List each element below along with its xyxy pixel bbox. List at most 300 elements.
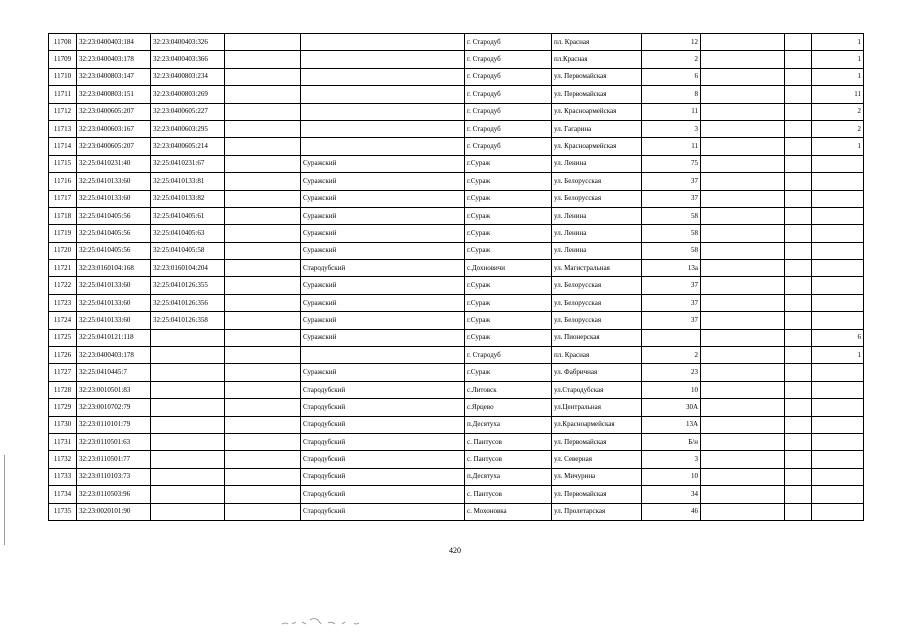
district-cell: Стародубский <box>301 399 465 416</box>
row-number-cell: 11724 <box>49 312 77 329</box>
district-cell: Стародубский <box>301 260 465 277</box>
settlement-cell: г.Сураж <box>465 173 552 190</box>
blank-cell <box>225 138 301 155</box>
district-cell: Стародубский <box>301 381 465 398</box>
street-cell: ул. Белорусская <box>552 190 642 207</box>
row-number-cell: 11711 <box>49 86 77 103</box>
settlement-cell: г. Стародуб <box>465 347 552 364</box>
house-number-cell: 30А <box>642 399 701 416</box>
blank-cell <box>225 416 301 433</box>
count-cell <box>812 381 864 398</box>
blank-cell-3 <box>785 347 812 364</box>
district-cell: Стародубский <box>301 433 465 450</box>
house-number-cell: Б/н <box>642 433 701 450</box>
blank-cell <box>225 86 301 103</box>
blank-cell <box>225 155 301 172</box>
count-cell: 2 <box>812 120 864 137</box>
cadastral-number-cell: 32:23:0400803:269 <box>151 86 225 103</box>
district-cell: Суражский <box>301 312 465 329</box>
parent-cadastral-cell: 32:25:0410133:60 <box>77 312 151 329</box>
table-row <box>49 207 864 224</box>
settlement-cell: г.Сураж <box>465 225 552 242</box>
parent-cadastral-cell: 32:23:0400605:207 <box>77 103 151 120</box>
cadastral-number-cell <box>151 433 225 450</box>
house-number-cell: 46 <box>642 503 701 520</box>
cadastral-number-cell <box>151 381 225 398</box>
row-number-cell: 11725 <box>49 329 77 346</box>
cadastral-number-cell: 32:25:0410405:63 <box>151 225 225 242</box>
district-cell: Суражский <box>301 173 465 190</box>
blank-cell <box>225 503 301 520</box>
district-cell <box>301 120 465 137</box>
cadastral-number-cell: 32:23:0400605:227 <box>151 103 225 120</box>
blank-cell-2 <box>701 347 785 364</box>
count-cell: 11 <box>812 86 864 103</box>
cadastral-number-cell: 32:25:0410126:355 <box>151 277 225 294</box>
count-cell <box>812 486 864 503</box>
settlement-cell: с.Литовск <box>465 381 552 398</box>
blank-cell-3 <box>785 155 812 172</box>
count-cell <box>812 503 864 520</box>
table-row <box>49 433 864 450</box>
house-number-cell: 13а <box>642 260 701 277</box>
count-cell <box>812 294 864 311</box>
street-cell: ул. Белорусская <box>552 312 642 329</box>
street-cell: ул.Красноармейская <box>552 416 642 433</box>
row-number-cell: 11713 <box>49 120 77 137</box>
parent-cadastral-cell: 32:23:0400803:147 <box>77 68 151 85</box>
row-number-cell: 11735 <box>49 503 77 520</box>
settlement-cell: с. Пантусов <box>465 451 552 468</box>
cadastral-number-cell: 32:23:0400403:366 <box>151 51 225 68</box>
settlement-cell: г. Стародуб <box>465 103 552 120</box>
settlement-cell: г. Стародуб <box>465 120 552 137</box>
row-number-cell: 11715 <box>49 155 77 172</box>
street-cell: ул. Красноармейская <box>552 138 642 155</box>
district-cell <box>301 68 465 85</box>
house-number-cell: 23 <box>642 364 701 381</box>
blank-cell <box>225 173 301 190</box>
district-cell: Стародубский <box>301 416 465 433</box>
blank-cell-2 <box>701 260 785 277</box>
cadastral-number-cell: 32:23:0400403:326 <box>151 34 225 51</box>
district-cell: Стародубский <box>301 451 465 468</box>
street-cell: ул. Северная <box>552 451 642 468</box>
count-cell <box>812 416 864 433</box>
settlement-cell: г.Сураж <box>465 294 552 311</box>
cadastral-number-cell <box>151 468 225 485</box>
settlement-cell: п.Десятуха <box>465 416 552 433</box>
blank-cell-3 <box>785 416 812 433</box>
street-cell: ул. Пионерская <box>552 329 642 346</box>
table-row <box>49 347 864 364</box>
row-number-cell: 11732 <box>49 451 77 468</box>
table-row <box>49 468 864 485</box>
blank-cell-3 <box>785 86 812 103</box>
parent-cadastral-cell: 32:23:0110501:77 <box>77 451 151 468</box>
row-number-cell: 11723 <box>49 294 77 311</box>
district-cell: Суражский <box>301 329 465 346</box>
blank-cell-3 <box>785 503 812 520</box>
blank-cell <box>225 225 301 242</box>
row-number-cell: 11726 <box>49 347 77 364</box>
row-number-cell: 11727 <box>49 364 77 381</box>
parent-cadastral-cell: 32:23:0010501:83 <box>77 381 151 398</box>
scan-edge-line <box>4 455 5 545</box>
cadastral-number-cell: 32:25:0410133:81 <box>151 173 225 190</box>
parent-cadastral-cell: 32:25:0410133:60 <box>77 277 151 294</box>
table-row <box>49 486 864 503</box>
table-row <box>49 329 864 346</box>
count-cell <box>812 242 864 259</box>
district-cell <box>301 34 465 51</box>
cadastral-number-cell <box>151 451 225 468</box>
table-row <box>49 173 864 190</box>
cadastral-number-cell <box>151 364 225 381</box>
blank-cell-2 <box>701 225 785 242</box>
blank-cell-3 <box>785 294 812 311</box>
count-cell <box>812 225 864 242</box>
blank-cell-2 <box>701 68 785 85</box>
house-number-cell: 58 <box>642 225 701 242</box>
district-cell: Суражский <box>301 190 465 207</box>
cadastral-number-cell: 32:25:0410405:61 <box>151 207 225 224</box>
parent-cadastral-cell: 32:25:0410133:60 <box>77 294 151 311</box>
parent-cadastral-cell: 32:23:0110503:96 <box>77 486 151 503</box>
parent-cadastral-cell: 32:23:0400803:151 <box>77 86 151 103</box>
blank-cell-3 <box>785 242 812 259</box>
blank-cell-3 <box>785 433 812 450</box>
table-row <box>49 68 864 85</box>
row-number-cell: 11714 <box>49 138 77 155</box>
street-cell: ул. Ленина <box>552 155 642 172</box>
parent-cadastral-cell: 32:25:0410231:40 <box>77 155 151 172</box>
blank-cell <box>225 347 301 364</box>
table-row <box>49 190 864 207</box>
table-row <box>49 120 864 137</box>
settlement-cell: с.Ярцево <box>465 399 552 416</box>
blank-cell-3 <box>785 173 812 190</box>
blank-cell-3 <box>785 260 812 277</box>
blank-cell-2 <box>701 364 785 381</box>
house-number-cell: 10 <box>642 468 701 485</box>
street-cell: ул. Белорусская <box>552 173 642 190</box>
blank-cell-3 <box>785 451 812 468</box>
blank-cell-2 <box>701 433 785 450</box>
blank-cell-2 <box>701 34 785 51</box>
blank-cell <box>225 364 301 381</box>
row-number-cell: 11730 <box>49 416 77 433</box>
count-cell <box>812 190 864 207</box>
settlement-cell: г.Сураж <box>465 242 552 259</box>
parent-cadastral-cell: 32:23:0110501:63 <box>77 433 151 450</box>
settlement-cell: г. Стародуб <box>465 34 552 51</box>
row-number-cell: 11709 <box>49 51 77 68</box>
blank-cell <box>225 399 301 416</box>
table-row <box>49 260 864 277</box>
parent-cadastral-cell: 32:25:0410445:7 <box>77 364 151 381</box>
blank-cell-2 <box>701 173 785 190</box>
settlement-cell: с. Мохоновка <box>465 503 552 520</box>
blank-cell-2 <box>701 138 785 155</box>
blank-cell <box>225 190 301 207</box>
district-cell: Стародубский <box>301 503 465 520</box>
table-row <box>49 416 864 433</box>
count-cell <box>812 277 864 294</box>
row-number-cell: 11731 <box>49 433 77 450</box>
district-cell <box>301 86 465 103</box>
settlement-cell: г. Стародуб <box>465 138 552 155</box>
settlement-cell: г.Сураж <box>465 312 552 329</box>
scan-artifact-scribble <box>280 614 390 628</box>
house-number-cell: 11 <box>642 138 701 155</box>
blank-cell <box>225 468 301 485</box>
district-cell <box>301 103 465 120</box>
settlement-cell: с.Дохновичи <box>465 260 552 277</box>
house-number-cell: 37 <box>642 190 701 207</box>
blank-cell-3 <box>785 486 812 503</box>
blank-cell-2 <box>701 242 785 259</box>
row-number-cell: 11729 <box>49 399 77 416</box>
cadastral-number-cell: 32:23:0400803:234 <box>151 68 225 85</box>
house-number-cell: 58 <box>642 207 701 224</box>
district-cell: Суражский <box>301 364 465 381</box>
count-cell <box>812 260 864 277</box>
street-cell: пл.Красная <box>552 51 642 68</box>
count-cell <box>812 364 864 381</box>
blank-cell <box>225 312 301 329</box>
street-cell: ул.Стародубская <box>552 381 642 398</box>
blank-cell-3 <box>785 329 812 346</box>
house-number-cell <box>642 329 701 346</box>
count-cell: 1 <box>812 34 864 51</box>
district-cell: Стародубский <box>301 486 465 503</box>
parent-cadastral-cell: 32:25:0410405:56 <box>77 225 151 242</box>
street-cell: ул. Ленина <box>552 225 642 242</box>
blank-cell <box>225 277 301 294</box>
cadastral-number-cell <box>151 347 225 364</box>
blank-cell-3 <box>785 51 812 68</box>
blank-cell-3 <box>785 103 812 120</box>
blank-cell-2 <box>701 51 785 68</box>
blank-cell-3 <box>785 225 812 242</box>
table-row <box>49 242 864 259</box>
district-cell <box>301 51 465 68</box>
street-cell: ул. Первомайская <box>552 86 642 103</box>
settlement-cell: с. Пантусов <box>465 433 552 450</box>
row-number-cell: 11733 <box>49 468 77 485</box>
blank-cell-2 <box>701 312 785 329</box>
house-number-cell: 10 <box>642 381 701 398</box>
street-cell: ул. Белорусская <box>552 294 642 311</box>
blank-cell-3 <box>785 381 812 398</box>
blank-cell-2 <box>701 103 785 120</box>
district-cell: Суражский <box>301 207 465 224</box>
table-row <box>49 364 864 381</box>
count-cell <box>812 155 864 172</box>
district-cell: Суражский <box>301 294 465 311</box>
row-number-cell: 11710 <box>49 68 77 85</box>
blank-cell-2 <box>701 329 785 346</box>
house-number-cell: 37 <box>642 294 701 311</box>
cadastral-number-cell <box>151 486 225 503</box>
row-number-cell: 11734 <box>49 486 77 503</box>
parent-cadastral-cell: 32:25:0410405:56 <box>77 242 151 259</box>
cadastral-number-cell: 32:23:0400605:214 <box>151 138 225 155</box>
cadastral-number-cell <box>151 503 225 520</box>
parent-cadastral-cell: 32:25:0410121:118 <box>77 329 151 346</box>
blank-cell <box>225 451 301 468</box>
house-number-cell: 8 <box>642 86 701 103</box>
house-number-cell: 2 <box>642 51 701 68</box>
count-cell: 2 <box>812 103 864 120</box>
count-cell: 1 <box>812 68 864 85</box>
house-number-cell: 2 <box>642 347 701 364</box>
blank-cell-3 <box>785 120 812 137</box>
blank-cell <box>225 103 301 120</box>
row-number-cell: 11728 <box>49 381 77 398</box>
cadastral-number-cell: 32:23:0400603:295 <box>151 120 225 137</box>
row-number-cell: 11716 <box>49 173 77 190</box>
table-row <box>49 138 864 155</box>
settlement-cell: г.Сураж <box>465 190 552 207</box>
blank-cell-2 <box>701 486 785 503</box>
blank-cell-2 <box>701 451 785 468</box>
blank-cell <box>225 381 301 398</box>
row-number-cell: 11717 <box>49 190 77 207</box>
table-row <box>49 294 864 311</box>
blank-cell-3 <box>785 468 812 485</box>
blank-cell-2 <box>701 155 785 172</box>
house-number-cell: 3 <box>642 451 701 468</box>
table-row <box>49 399 864 416</box>
table-row <box>49 277 864 294</box>
count-cell <box>812 468 864 485</box>
table-row <box>49 155 864 172</box>
blank-cell-2 <box>701 207 785 224</box>
house-number-cell: 75 <box>642 155 701 172</box>
settlement-cell: г.Сураж <box>465 364 552 381</box>
row-number-cell: 11712 <box>49 103 77 120</box>
count-cell: 1 <box>812 51 864 68</box>
house-number-cell: 11 <box>642 103 701 120</box>
street-cell: ул. Магистральная <box>552 260 642 277</box>
street-cell: ул. Первомайская <box>552 68 642 85</box>
parent-cadastral-cell: 32:23:0110103:73 <box>77 468 151 485</box>
cadastral-number-cell: 32:25:0410405:58 <box>151 242 225 259</box>
count-cell <box>812 399 864 416</box>
table-row <box>49 103 864 120</box>
row-number-cell: 11718 <box>49 207 77 224</box>
table-row <box>49 503 864 520</box>
cadastral-number-cell: 32:25:0410126:358 <box>151 312 225 329</box>
parent-cadastral-cell: 32:23:0400605:207 <box>77 138 151 155</box>
parent-cadastral-cell: 32:23:0020101:90 <box>77 503 151 520</box>
count-cell <box>812 173 864 190</box>
blank-cell-3 <box>785 138 812 155</box>
page-number: 420 <box>449 546 461 555</box>
house-number-cell: 37 <box>642 312 701 329</box>
settlement-cell: г. Стародуб <box>465 68 552 85</box>
blank-cell-3 <box>785 312 812 329</box>
district-cell: Суражский <box>301 277 465 294</box>
blank-cell <box>225 486 301 503</box>
street-cell: ул. Первомайская <box>552 486 642 503</box>
blank-cell-3 <box>785 277 812 294</box>
blank-cell-3 <box>785 399 812 416</box>
street-cell: ул. Белорусская <box>552 277 642 294</box>
blank-cell <box>225 207 301 224</box>
street-cell: ул. Гагарина <box>552 120 642 137</box>
blank-cell <box>225 433 301 450</box>
count-cell <box>812 207 864 224</box>
row-number-cell: 11721 <box>49 260 77 277</box>
cadastral-number-cell: 32:25:0410133:82 <box>151 190 225 207</box>
district-cell <box>301 347 465 364</box>
street-cell: ул. Красноармейская <box>552 103 642 120</box>
street-cell: ул.Центральная <box>552 399 642 416</box>
registry-table-body <box>49 34 864 521</box>
blank-cell-2 <box>701 503 785 520</box>
street-cell: ул. Первомайская <box>552 433 642 450</box>
blank-cell <box>225 68 301 85</box>
registry-table <box>48 33 864 521</box>
table-row <box>49 312 864 329</box>
parent-cadastral-cell: 32:25:0410405:56 <box>77 207 151 224</box>
count-cell <box>812 312 864 329</box>
blank-cell-3 <box>785 207 812 224</box>
parent-cadastral-cell: 32:23:0110101:79 <box>77 416 151 433</box>
count-cell: 6 <box>812 329 864 346</box>
street-cell: пл. Красная <box>552 34 642 51</box>
settlement-cell: п.Десятуха <box>465 468 552 485</box>
blank-cell-2 <box>701 416 785 433</box>
table-row <box>49 34 864 51</box>
blank-cell-2 <box>701 294 785 311</box>
cadastral-number-cell <box>151 416 225 433</box>
settlement-cell: с. Пантусов <box>465 486 552 503</box>
parent-cadastral-cell: 32:23:0400603:167 <box>77 120 151 137</box>
row-number-cell: 11720 <box>49 242 77 259</box>
count-cell: 1 <box>812 138 864 155</box>
settlement-cell: г.Сураж <box>465 155 552 172</box>
count-cell <box>812 451 864 468</box>
cadastral-number-cell <box>151 399 225 416</box>
blank-cell <box>225 120 301 137</box>
settlement-cell: г. Стародуб <box>465 86 552 103</box>
house-number-cell: 3 <box>642 120 701 137</box>
street-cell: ул. Ленина <box>552 207 642 224</box>
blank-cell-3 <box>785 68 812 85</box>
district-cell: Суражский <box>301 225 465 242</box>
blank-cell-2 <box>701 381 785 398</box>
blank-cell <box>225 294 301 311</box>
table-row <box>49 225 864 242</box>
blank-cell <box>225 34 301 51</box>
settlement-cell: г.Сураж <box>465 329 552 346</box>
district-cell: Стародубский <box>301 468 465 485</box>
table-row <box>49 86 864 103</box>
parent-cadastral-cell: 32:23:0400403:184 <box>77 34 151 51</box>
blank-cell-2 <box>701 277 785 294</box>
count-cell: 1 <box>812 347 864 364</box>
blank-cell-2 <box>701 86 785 103</box>
row-number-cell: 11708 <box>49 34 77 51</box>
district-cell: Суражский <box>301 242 465 259</box>
settlement-cell: г.Сураж <box>465 207 552 224</box>
blank-cell <box>225 51 301 68</box>
street-cell: пл. Красная <box>552 347 642 364</box>
